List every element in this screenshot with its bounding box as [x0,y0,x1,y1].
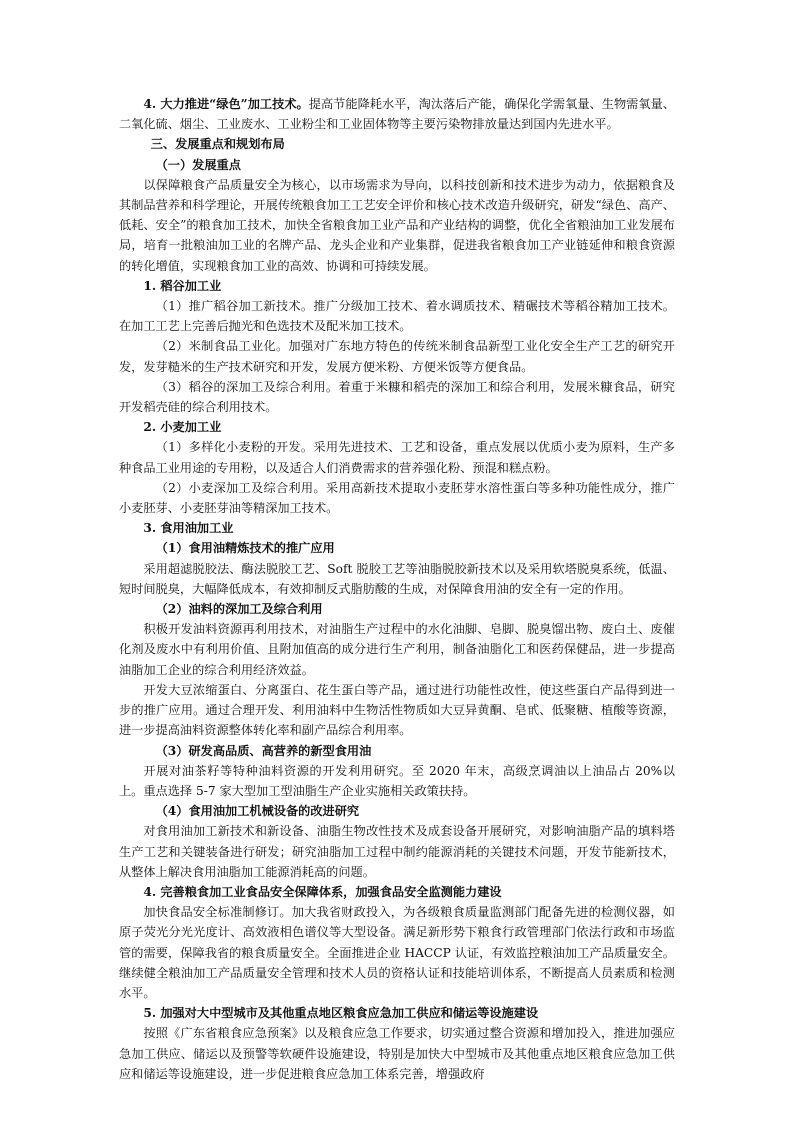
paragraph: 对食用油加工新技术和新设备、油脂生物改性技术及成套设备开展研究，对影响油脂产品的填料塔生产工艺和关键装备进行研发；研究油脂加工过程中制约能源消耗的关键技术问题，开发节能新技术，从整体上解决食用油脂加工能源消耗高的问题。 [119,824,675,879]
paragraph: 按照《广东省粮食应急预案》以及粮食应急工作要求，切实通过整合资源和增加投入，推进加强应急加工供应、储运以及预警等软硬件设施建设，特别是加快大中型城市及其他重点地区粮食应急加工供应和储运等设施建设，进一步促进粮食应急加工体系完善，增强政府 [119,1026,675,1081]
paragraph-text: 提高节能降耗水平，淘汰落后产能，确保化学需氧量、生物需氧量、二氧化硫、烟尘、工业废水、工业粉尘和工业固体物等主要污染物排放量达到国内先进水平。 [119,97,675,132]
paragraph: 开展对油茶籽等特种油料资源的开发利用研究。至 2020 年末，高级烹调油以上油品占 20%以上。重点选择 5-7 家大型加工型油脂生产企业实施相关政策扶持。 [119,763,675,798]
item-heading: 3. 食用油加工业 [143,521,234,536]
numbered-heading: （1）食用油精炼技术的推广应用 [155,541,335,556]
list-item: （2）小麦深加工及综合利用。采用高新技术提取小麦胚芽水溶性蛋白等多种功能性成分，推广小麦胚芽、小麦胚芽油等精深加工技术。 [119,480,675,516]
item-heading: 4. 完善粮食加工业食品安全保障体系，加强食品安全监测能力建设 [143,884,502,899]
numbered-heading: （4）食用油加工机械设备的改进研究 [155,804,360,819]
paragraph: 积极开发油料资源再利用技术，对油脂生产过程中的水化油脚、皂脚、脱臭馏出物、废白土、废催化剂及废水中有利用价值、且附加值高的成分进行生产利用，制备油脂化工和医药保健品，进一步提高油脂加工企业的综合利用经济效益。 [119,622,675,677]
item-heading: 1. 稻谷加工业 [143,278,222,293]
list-item: （1）推广稻谷加工新技术。推广分级加工技术、着水调质技术、精碾技术等稻谷精加工技术。在加工工艺上完善后抛光和色选技术及配米加工技术。 [119,299,675,334]
numbered-heading: （3）研发高品质、高营养的新型食用油 [155,743,372,758]
numbered-heading: （2）油料的深加工及综合利用 [155,602,323,617]
paragraph-heading: 4. 大力推进“绿色”加工技术。 [143,97,309,111]
document-body [119,94,675,1084]
paragraph: 以保障粮食产品质量安全为核心，以市场需求为导向，以科技创新和技术进步为动力，依据粮食及其制品营养和科学理论，开展传统粮食加工工艺安全评价和核心技术改造升级研究，研发“绿色、高产、低耗、安全”的粮食加工技术，加快全省粮食加工业产品和产业结构的调整，优化全省粮油加工业发展布局，培育一批粮油加工业的名牌产品、龙头企业和产业集群，促进我省粮食加工产业链延伸和粮食资源的转化增值，实现粮食加工业的高效、协调和可持续发展。 [119,177,675,273]
paragraph-green-processing [119,94,675,134]
item-heading: 5. 加强对大中型城市及其他重点地区粮食应急加工供应和储运等设施建设 [143,1006,539,1021]
paragraph: 加快食品安全标准制修订。加大我省财政投入，为各级粮食质量监测部门配备先进的检测仪器，如原子荧光分光光度计、高效液相色谱仪等大型设备。满足新形势下粮食行政管理部门依法行政和市场监管的需要，保障我省的粮食质量安全。全面推进企业 HACCP 认证，有效监控粮油加工产品质量安全。继续健全粮油加工产品质量安全管理和技术人员的资格认证和技能培训体系，不断提高人员素质和检测水平。 [119,905,675,1000]
list-item: （1）多样化小麦粉的开发。采用先进技术、工艺和设备，重点发展以优质小麦为原料，生产多种食品工业用途的专用粉，以及适合人们消费需求的营养强化粉、预混和糕点粉。 [119,440,675,475]
item-heading: 2. 小麦加工业 [143,420,222,435]
section-heading: 三、发展重点和规划布局 [150,137,285,152]
paragraph: 开发大豆浓缩蛋白、分离蛋白、花生蛋白等产品，通过进行功能性改性，使这些蛋白产品得到进一步的推广应用。通过合理开发、利用油料中生物活性物质如大豆异黄酮、皂甙、低聚糖、植酸等资源，进一步提高油料资源整体转化率和副产品综合利用率。 [119,682,675,738]
list-item: （3）稻谷的深加工及综合利用。着重于米糠和稻壳的深加工和综合利用，发展米糠食品，研究开发稻壳硅的综合利用技术。 [119,379,675,415]
paragraph: 采用超滤脱胶法、酶法脱胶工艺、Soft 脱胶工艺等油脂脱胶新技术以及采用软塔脱臭系统，低温、短时间脱臭，大幅降低成本，有效抑制反式脂肪酸的生成，对保障食用油的安全有一定的作用。 [119,561,675,596]
list-item: （2）米制食品工业化。加强对广东地方特色的传统米制食品新型工业化安全生产工艺的研究开发，发芽糙米的生产技术研究和开发，发展方便米粉、方便米饭等方便食品。 [119,339,675,374]
subsection-heading: （一）发展重点 [155,157,241,172]
